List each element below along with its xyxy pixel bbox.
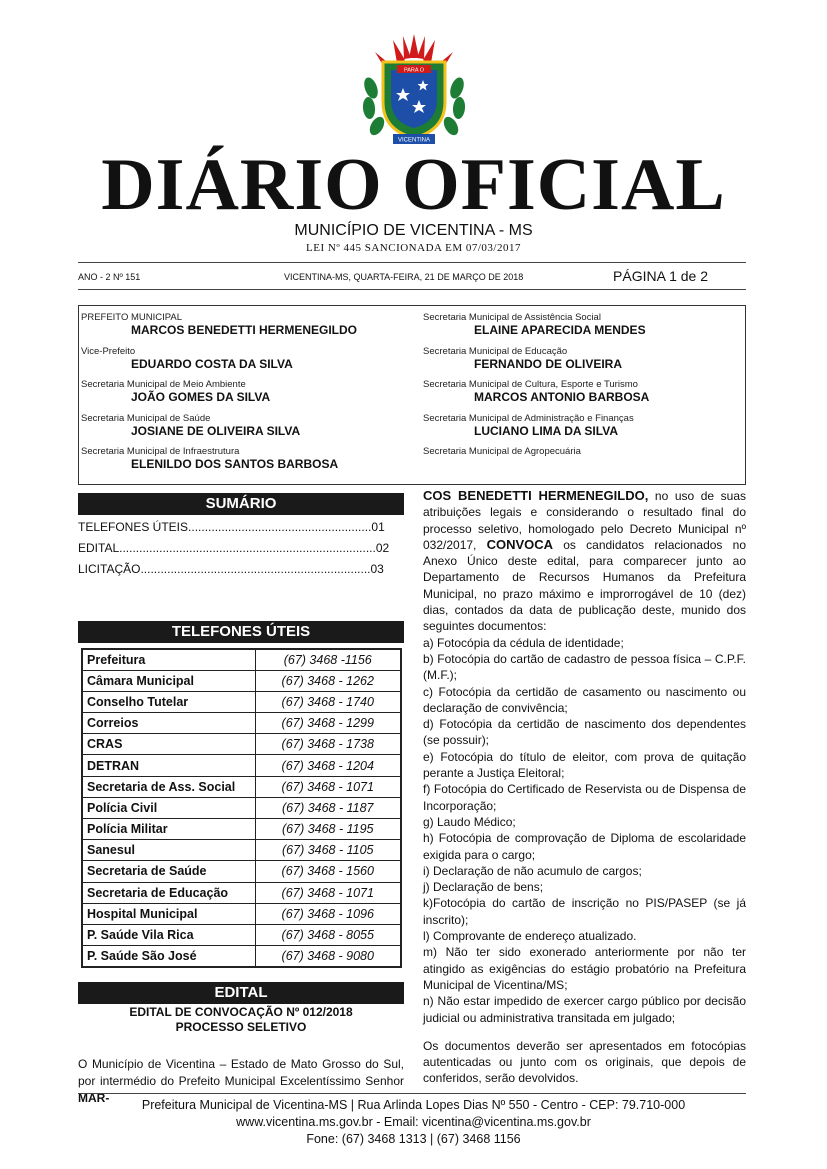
- table-row: [82, 819, 401, 840]
- document-item: g) Laudo Médico;: [423, 814, 516, 829]
- phone-name: Prefeitura: [82, 649, 255, 670]
- official-role: Secretaria Municipal de Administração e Finanças: [423, 412, 634, 424]
- masthead-title: DIÁRIO OFICIAL: [101, 144, 726, 226]
- table-row: [82, 776, 401, 797]
- phone-name: P. Saúde Vila Rica: [82, 924, 255, 945]
- body-convoca: CONVOCA: [486, 536, 554, 552]
- edital-intro-bold: MAR-: [78, 1091, 110, 1105]
- official-name: LUCIANO LIMA DA SILVA: [474, 423, 618, 438]
- footer-web-email[interactable]: www.vicentina.ms.gov.br - Email: vicentina@vicentina.ms.gov.br: [236, 1115, 591, 1129]
- masthead-subtitle: MUNICÍPIO DE VICENTINA - MS: [294, 222, 533, 239]
- table-row: [82, 840, 401, 861]
- table-row: [82, 946, 401, 967]
- document-item: d) Fotocópia da certidão de nascimento dos dependentes (se possuir);: [423, 717, 746, 748]
- official-role: Vice-Prefeito: [81, 345, 136, 357]
- phone-number: (67) 3468 - 1071: [255, 882, 401, 903]
- phone-number: (67) 3468 - 1204: [255, 755, 401, 776]
- edital-title-line1: EDITAL DE CONVOCAÇÃO Nº 012/2018: [129, 1005, 353, 1019]
- official-name: MARCOS ANTONIO BARBOSA: [474, 390, 650, 404]
- document-item: h) Fotocópia de comprovação de Diploma de escolaridade exigida para o cargo;: [423, 831, 746, 862]
- phone-name: Secretaria de Saúde: [82, 861, 255, 882]
- official-name: EDUARDO COSTA DA SILVA: [131, 356, 293, 371]
- official-name: MARCOS BENEDETTI HERMENEGILDO: [131, 323, 358, 337]
- phone-number: (67) 3468 - 1740: [255, 691, 401, 712]
- official-role: Secretaria Municipal de Assistência Social: [423, 312, 601, 323]
- phone-number: (67) 3468 - 8055: [255, 924, 401, 945]
- body-lead-bold: COS BENEDETTI HERMENEGILDO,: [423, 488, 649, 503]
- official-role: PREFEITO MUNICIPAL: [81, 312, 182, 323]
- officials-box: [78, 305, 746, 485]
- phone-number: (67) 3468 - 9080: [255, 946, 401, 967]
- officials-right-column: [423, 312, 763, 480]
- edital-title: [78, 1005, 404, 1035]
- document-item: b) Fotocópia do cartão de cadastro de pessoa física – C.P.F.(M.F.);: [423, 651, 746, 683]
- edital-heading: EDITAL: [78, 982, 404, 1004]
- phone-name: Hospital Municipal: [82, 903, 255, 924]
- table-row: [82, 670, 401, 691]
- document-item: j) Declaração de bens;: [423, 880, 544, 895]
- phone-name: Sanesul: [82, 840, 255, 861]
- summary-item[interactable]: LICITAÇÃO.....................................................................03: [78, 562, 384, 576]
- summary-list: [78, 517, 404, 580]
- table-row: [82, 755, 401, 776]
- phone-number: (67) 3468 - 1096: [255, 903, 401, 924]
- footer-address: Prefeitura Municipal de Vicentina-MS | Rua Arlinda Lopes Dias Nº 550 - Centro - CEP: 79.710-000: [141, 1098, 686, 1112]
- document-item: e) Fotocópia do título de eleitor, com prova de quitação perante a Justiça Eleitoral;: [423, 749, 746, 781]
- document-item: c) Fotocópia da certidão de casamento ou nascimento ou declaração de convivência;: [423, 684, 746, 715]
- phone-name: Secretaria de Ass. Social: [82, 776, 255, 797]
- official-name: [423, 457, 763, 480]
- official-role: Secretaria Municipal de Educação: [423, 345, 568, 357]
- footer-divider: [78, 1093, 746, 1094]
- phones-heading: TELEFONES ÚTEIS: [78, 621, 404, 643]
- summary-heading: SUMÁRIO: [78, 493, 404, 515]
- phone-name: Conselho Tutelar: [82, 691, 255, 712]
- phone-name: Câmara Municipal: [82, 670, 255, 691]
- phones-table: [81, 648, 402, 968]
- document-item: l) Comprovante de endereço atualizado.: [423, 929, 637, 944]
- body-convoca-text: os candidatos relacionados no Anexo Único deste edital, para comparecer junto ao Departamento de Recursos Humanos da Prefeitura Municipal, no prazo máximo e improrrogável de 10 (dez) dias, contados da data de publicação deste, munido dos seguintes documentos:: [423, 537, 746, 634]
- crest-ribbon-top: PARA O: [403, 67, 425, 74]
- official-name: FERNANDO DE OLIVEIRA: [474, 356, 623, 371]
- phone-number: (67) 3468 - 1738: [255, 734, 401, 755]
- document-item: k)Fotocópia do cartão de inscrição no PIS/PASEP (se já inscrito);: [423, 896, 746, 927]
- document-item: n) Não estar impedido de exercer cargo público por decisão judicial ou administrativa transitada em julgado;: [423, 994, 746, 1025]
- issue-place-date: VICENTINA-MS, QUARTA-FEIRA, 21 DE MARÇO DE 2018: [284, 272, 524, 282]
- edital-title-line2: PROCESSO SELETIVO: [175, 1020, 307, 1034]
- officials-left-column: [81, 312, 421, 480]
- phone-number: (67) 3468 - 1299: [255, 713, 401, 734]
- document-item: a) Fotocópia da cédula de identidade;: [423, 635, 624, 650]
- summary-item[interactable]: TELEFONES ÚTEIS.......................................................01: [78, 520, 385, 534]
- phone-name: P. Saúde São José: [82, 946, 255, 967]
- table-row: [82, 734, 401, 755]
- table-row: [82, 861, 401, 882]
- phone-number: (67) 3468 -1156: [255, 649, 401, 670]
- issue-bar: [78, 262, 746, 290]
- phone-name: DETRAN: [82, 755, 255, 776]
- body-lead-text: no uso de suas atribuições legais e considerando o resultado final do processo seletivo, homologado pelo Decreto Municipal nº 032/2017,: [423, 489, 746, 552]
- official-role: Secretaria Municipal de Infraestrutura: [81, 446, 240, 457]
- edital-intro-text: O Município de Vicentina – Estado de Mato Grosso do Sul, por intermédio do Prefeito Municipal Excelentíssimo Senhor: [78, 1057, 404, 1088]
- table-row: [82, 649, 401, 670]
- table-row: [82, 903, 401, 924]
- masthead-law: LEI Nº 445 SANCIONADA EM 07/03/2017: [306, 242, 521, 254]
- table-row: [82, 691, 401, 712]
- footer-phones: Fone: (67) 3468 1313 | (67) 3468 1156: [306, 1132, 521, 1146]
- phone-number: (67) 3468 - 1560: [255, 861, 401, 882]
- official-role: Secretaria Municipal de Agropecuária: [423, 446, 581, 457]
- document-item: m) Não ter sido exonerado anteriormente por não ter atingido as exigências do estágio probatório na Prefeitura Municipal de Vicentina/MS;: [423, 945, 746, 992]
- body-closing: Os documentos deverão ser apresentados em fotocópias autenticadas ou junto com os originais, que depois de conferidos, serão devolvidos.: [423, 1038, 746, 1086]
- document-item: f) Fotocópia do Certificado de Reservista ou de Dispensa de Incorporação;: [423, 782, 746, 813]
- phone-number: (67) 3468 - 1187: [255, 797, 401, 818]
- official-role: Secretaria Municipal de Cultura, Esporte e Turismo: [423, 379, 638, 390]
- phone-number: (67) 3468 - 1105: [255, 840, 401, 861]
- official-name: ELAINE APARECIDA MENDES: [474, 323, 646, 337]
- phone-number: (67) 3468 - 1262: [255, 670, 401, 691]
- municipal-crest: [353, 30, 475, 152]
- edital-body: [423, 488, 746, 1087]
- phone-number: (67) 3468 - 1195: [255, 819, 401, 840]
- phone-name: Polícia Militar: [82, 819, 255, 840]
- official-name: ELENILDO DOS SANTOS BARBOSA: [131, 457, 339, 471]
- phone-number: (67) 3468 - 1071: [255, 776, 401, 797]
- table-row: [82, 882, 401, 903]
- page-indicator: PÁGINA 1 de 2: [613, 268, 708, 284]
- official-role: Secretaria Municipal de Meio Ambiente: [81, 379, 246, 390]
- crest-ribbon-bottom: VICENTINA: [397, 137, 431, 144]
- paragraph-gap: [423, 1026, 746, 1038]
- document-item: i) Declaração de não acumulo de cargos;: [423, 863, 642, 878]
- table-row: [82, 924, 401, 945]
- official-role: Secretaria Municipal de Saúde: [81, 412, 211, 424]
- phone-name: Correios: [82, 713, 255, 734]
- phone-name: CRAS: [82, 734, 255, 755]
- body-lead: [423, 488, 746, 635]
- official-name: JOÃO GOMES DA SILVA: [131, 390, 271, 404]
- summary-item[interactable]: EDITAL.............................................................................02: [78, 541, 390, 555]
- phone-name: Secretaria de Educação: [82, 882, 255, 903]
- official-name: JOSIANE DE OLIVEIRA SILVA: [131, 423, 301, 438]
- table-row: [82, 713, 401, 734]
- table-row: [82, 797, 401, 818]
- issue-number: ANO - 2 Nº 151: [78, 272, 141, 282]
- phone-name: Polícia Civil: [82, 797, 255, 818]
